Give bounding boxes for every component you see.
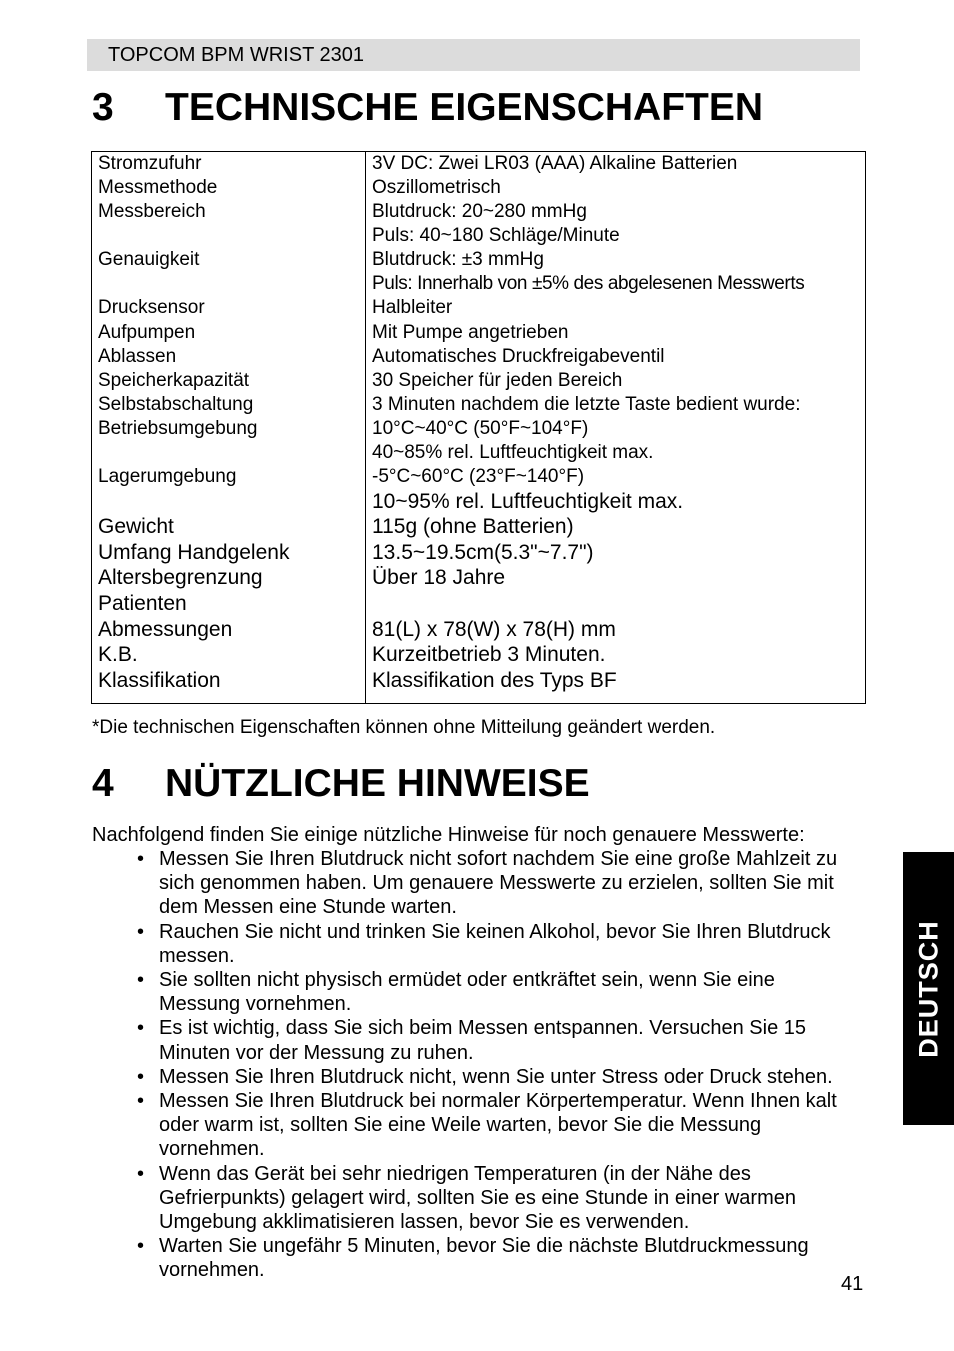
spec-value: Klassifikation des Typs BF (372, 669, 617, 692)
section-3-title: TECHNISCHE EIGENSCHAFTEN (165, 86, 764, 129)
spec-label: Stromzufuhr (98, 153, 202, 174)
list-item (137, 1162, 867, 1235)
header-title: TOPCOM BPM WRIST 2301 (108, 44, 364, 66)
spec-label: Patienten (98, 592, 187, 615)
spec-value: Oszillometrisch (372, 177, 501, 198)
list-item (137, 920, 867, 968)
bullet-icon: • (137, 920, 145, 943)
list-item (137, 968, 867, 1016)
spec-value: Puls: 40~180 Schläge/Minute (372, 225, 620, 246)
tips-intro: Nachfolgend finden Sie einige nützliche Hinweise für noch genauere Messwerte: (92, 824, 805, 846)
spec-label: Messbereich (98, 201, 206, 222)
bullet-icon: • (137, 848, 145, 870)
spec-value: 115g (ohne Batterien) (372, 515, 574, 538)
tip-line: Messen Sie Ihren Blutdruck bei normaler Körpertemperatur. Wenn Ihnen kalt (159, 1090, 837, 1113)
spec-value: 10°C~40°C (50°F~104°F) (372, 418, 589, 439)
table-column-divider (365, 152, 366, 703)
spec-value: Blutdruck: ±3 mmHg (372, 249, 544, 270)
spec-label: Gewicht (98, 515, 174, 538)
tip-line: Messen Sie Ihren Blutdruck nicht sofort nachdem Sie eine große Mahlzeit zu (159, 848, 838, 870)
bullet-icon: • (137, 1017, 145, 1040)
spec-label: Klassifikation (98, 669, 221, 692)
spec-label: Abmessungen (98, 618, 233, 641)
spec-label: Altersbegrenzung (98, 566, 263, 589)
running-header (87, 39, 860, 71)
spec-value: Blutdruck: 20~280 mmHg (372, 201, 587, 222)
tip-line: Minuten vor der Messung zu ruhen. (159, 1041, 474, 1064)
tip-line: Es ist wichtig, dass Sie sich beim Messen entspannen. Versuchen Sie 15 (159, 1017, 807, 1040)
tip-line: Warten Sie ungefähr 5 Minuten, bevor Sie die nächste Blutdruckmessung (159, 1235, 809, 1258)
spec-value: -5°C~60°C (23°F~140°F) (372, 466, 585, 487)
spec-value: 30 Speicher für jeden Bereich (372, 370, 623, 391)
tip-line: Rauchen Sie nicht und trinken Sie keinen Alkohol, bevor Sie Ihren Blutdruck (159, 920, 831, 943)
specifications-table (91, 151, 866, 704)
tip-line: Messen Sie Ihren Blutdruck nicht, wenn Sie unter Stress oder Druck stehen. (159, 1065, 833, 1088)
spec-label: Lagerumgebung (98, 466, 237, 487)
language-tab-label: DEUTSCH (913, 919, 943, 1058)
tips-list (137, 847, 867, 1283)
spec-label: Aufpumpen (98, 322, 196, 343)
spec-label: Umfang Handgelenk (98, 541, 290, 564)
spec-value: Automatisches Druckfreigabeventil (372, 346, 665, 367)
bullet-icon: • (137, 1235, 145, 1258)
spec-value: 40~85% rel. Luftfeuchtigkeit max. (372, 442, 654, 463)
section-3-number: 3 (92, 86, 114, 129)
tip-line: Sie sollten nicht physisch ermüdet oder entkräftet sein, wenn Sie eine (159, 969, 775, 992)
spec-label: Messmethode (98, 177, 218, 198)
specifications-footnote: *Die technischen Eigenschaften können ohne Mitteilung geändert werden. (92, 717, 716, 738)
spec-label: Speicherkapazität (98, 370, 250, 391)
tip-line: Wenn das Gerät bei sehr niedrigen Temperaturen (in der Nähe des (159, 1162, 751, 1185)
spec-label: Drucksensor (98, 297, 205, 318)
page-number: 41 (841, 1273, 864, 1295)
spec-label: Genauigkeit (98, 249, 200, 270)
list-item (137, 1089, 867, 1162)
spec-value: Über 18 Jahre (372, 566, 506, 589)
bullet-icon: • (137, 1090, 145, 1113)
spec-value: 10~95% rel. Luftfeuchtigkeit max. (372, 490, 684, 513)
spec-value: Mit Pumpe angetrieben (372, 322, 569, 343)
list-item (137, 1016, 867, 1064)
tip-line: vornehmen. (159, 1138, 265, 1161)
list-item (137, 847, 867, 920)
spec-value: 3 Minuten nachdem die letzte Taste bedient wurde: (372, 394, 801, 415)
spec-value: 13.5~19.5cm(5.3"~7.7") (372, 541, 594, 564)
language-tab (903, 852, 954, 1125)
spec-value: 81(L) x 78(W) x 78(H) mm (372, 618, 616, 641)
tip-line: Gefrierpunkts) gelagert wird, sollten Sie es eine Stunde in einer warmen (159, 1186, 796, 1209)
spec-label: Betriebsumgebung (98, 418, 258, 439)
spec-label: Selbstabschaltung (98, 394, 254, 415)
spec-value: 3V DC: Zwei LR03 (AAA) Alkaline Batterien (372, 153, 738, 174)
tip-line: Umgebung akklimatisieren lassen, bevor Sie es verwenden. (159, 1211, 690, 1234)
bullet-icon: • (137, 1065, 145, 1088)
tip-line: oder warm ist, sollten Sie eine Weile warten, bevor Sie die Messung (159, 1114, 762, 1137)
tip-line: dem Messen eine Stunde warten. (159, 896, 457, 919)
list-item (137, 1234, 867, 1282)
section-4-number: 4 (92, 762, 114, 805)
spec-value: Halbleiter (372, 297, 453, 318)
section-3-heading (92, 86, 763, 130)
list-item (137, 1065, 867, 1089)
spec-value: Kurzeitbetrieb 3 Minuten. (372, 643, 606, 666)
tip-line: sich genommen haben. Um genauere Messwerte zu erzielen, sollten Sie mit (159, 872, 834, 895)
spec-value: Puls: Innerhalb von ±5% des abgelesenen Messwerts (372, 273, 805, 294)
spec-label: Ablassen (98, 346, 177, 367)
bullet-icon: • (137, 1162, 145, 1185)
section-4-heading (92, 762, 590, 806)
tip-line: vornehmen. (159, 1259, 265, 1282)
tip-line: messen. (159, 944, 235, 967)
bullet-icon: • (137, 969, 145, 992)
section-4-title: NÜTZLICHE HINWEISE (165, 762, 590, 805)
spec-label: K.B. (98, 643, 138, 666)
tip-line: Messung vornehmen. (159, 993, 352, 1016)
